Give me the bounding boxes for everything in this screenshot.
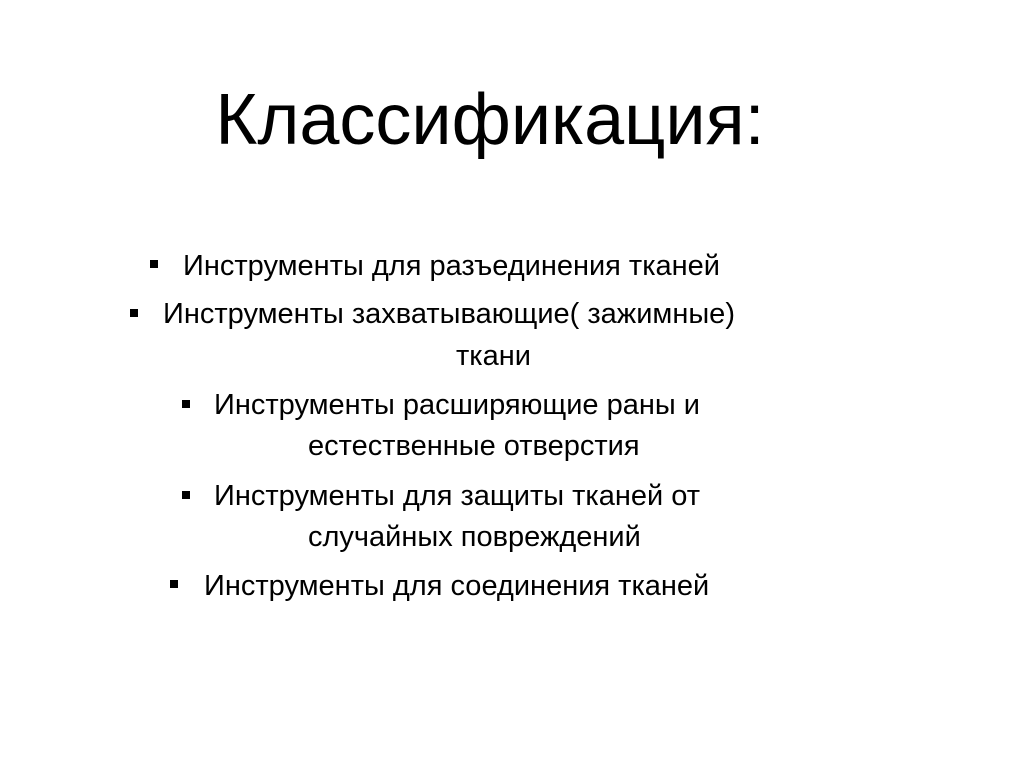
list-item-text: Инструменты расширяющие раны и [214, 389, 700, 421]
list-item-text: Инструменты для соединения тканей [204, 570, 710, 602]
square-bullet-icon [130, 309, 138, 317]
square-bullet-icon [182, 400, 190, 408]
square-bullet-icon [170, 580, 178, 588]
list-item-text-continued: естественные отверстия [308, 430, 640, 462]
list-item-text: Инструменты для защиты тканей от [214, 480, 701, 512]
square-bullet-icon [182, 491, 190, 499]
list-item-text-continued: случайных повреждений [308, 521, 641, 553]
list-item-text: Инструменты захватывающие( зажимные) [163, 298, 735, 330]
list-item-text-continued: ткани [456, 340, 531, 372]
list-item-text: Инструменты для разъединения тканей [183, 250, 721, 282]
square-bullet-icon [150, 260, 158, 268]
slide-title: Классификация: [215, 80, 765, 160]
